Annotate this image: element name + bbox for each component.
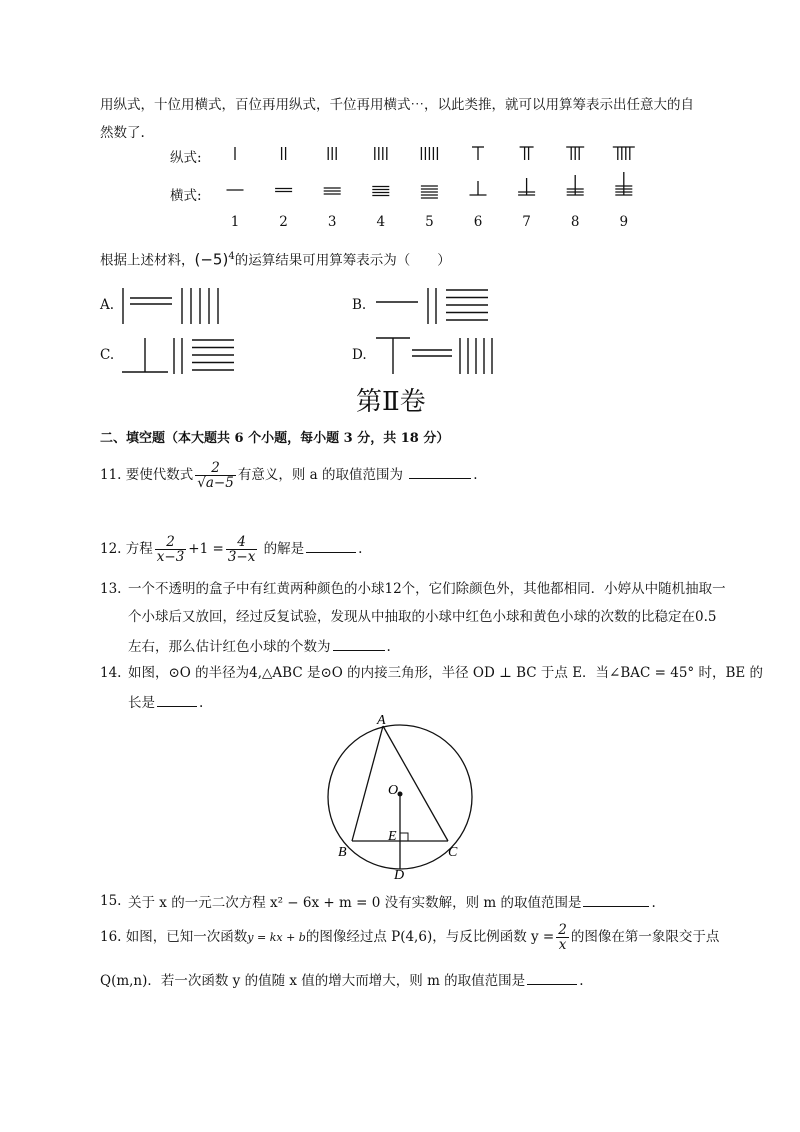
section2-heading: 二、填空题（本大题共 6 个小题，每小题 3 分，共 18 分）: [100, 431, 450, 446]
intro-line-2: 然数了.: [100, 125, 145, 141]
q10-expr-exp: 4: [228, 251, 235, 262]
option-b-label[interactable]: B.: [352, 297, 367, 313]
counting-rods-table: [0, 0, 800, 240]
q12-f1-num: 2: [166, 534, 175, 550]
q12-number: 12.: [100, 541, 122, 557]
digit-label: 1: [230, 214, 240, 230]
q10-expr-base: (−5): [194, 250, 229, 269]
q16-line-1: [100, 922, 719, 953]
option-d-rods[interactable]: [374, 334, 504, 378]
q12-end: .: [358, 541, 363, 557]
q14-line-1: 如图，⊙O 的半径为4,△ABC 是⊙O 的内接三角形，半径 OD ⊥ BC 于点 E．当∠BAC = 45° 时，BE 的: [128, 665, 764, 681]
q10-prompt-pre: 根据上述材料，: [100, 252, 195, 269]
q11-pre: 要使代数式: [125, 467, 194, 483]
option-a-label[interactable]: A.: [100, 297, 115, 313]
digit-label: 4: [376, 214, 386, 230]
q13-line-2: 个小球后又放回，经过反复试验，发现从中抽取的小球中红色小球和黄色小球的次数的比稳定在0.5: [128, 609, 717, 625]
digit-label: 7: [522, 214, 531, 230]
q10-prompt-post: 的运算结果可用算筹表示为（ ）: [234, 252, 451, 269]
circle-figure: [320, 712, 500, 882]
q16-answer-blank[interactable]: [527, 970, 577, 985]
q11-end: .: [473, 467, 478, 483]
label-e: E: [388, 829, 397, 844]
q13-line-1: 一个不透明的盒子中有红黄两种颜色的小球12个，它们除颜色外，其他都相同．小婷从中随机抽取一: [128, 581, 726, 597]
q11-answer-blank[interactable]: [409, 464, 471, 479]
horizontal-label: 横式:: [170, 188, 202, 204]
q11: [100, 460, 478, 490]
q14-line-2-text: 长是: [128, 695, 155, 711]
q16-post: 的图像在第一象限交于点: [570, 929, 720, 945]
q13-end: .: [386, 639, 391, 655]
q14-number: 14.: [100, 665, 122, 681]
q16-line-2: [100, 970, 583, 990]
q15-text: [128, 892, 656, 912]
option-c-label[interactable]: C.: [100, 347, 115, 363]
q13-line-3: [128, 636, 391, 656]
q15-end: .: [651, 895, 656, 911]
q12-pre: 方程: [125, 541, 153, 557]
q16-frac-num: 2: [558, 922, 567, 938]
q11-frac-den: √a−5: [197, 475, 234, 491]
q15-answer-blank[interactable]: [583, 892, 649, 907]
q14-answer-blank[interactable]: [157, 692, 197, 707]
label-o: O: [388, 783, 399, 798]
option-a-rods[interactable]: [120, 284, 240, 328]
q12-fraction-1: [155, 535, 187, 564]
q12-post: 的解是: [263, 541, 305, 557]
label-a: A: [377, 713, 386, 728]
right-angle-mark: [400, 833, 408, 841]
center-point: [398, 792, 403, 797]
q12-answer-blank[interactable]: [306, 538, 356, 553]
q16-mid: 的图像经过点 P(4,6)，与反比例函数 y =: [305, 929, 555, 945]
q14-end: .: [199, 695, 204, 711]
q12-f1-den: x−3: [156, 549, 185, 565]
q12-f2-num: 4: [237, 534, 246, 550]
q16-frac-den: x: [556, 937, 569, 952]
q13-number: 13.: [100, 581, 122, 597]
q11-post: 有意义，则 a 的取值范围为: [237, 467, 403, 483]
q16-eq1: y = kx + b: [247, 931, 306, 944]
vertical-label: 纵式:: [170, 150, 202, 166]
q15-text-body: 关于 x 的一元二次方程 x² − 6x + m = 0 没有实数解，则 m 的取值范围是: [128, 895, 582, 911]
q14-line-2: [128, 692, 203, 712]
q12: [100, 534, 362, 564]
segment-ab: [352, 726, 383, 841]
option-c-rods[interactable]: [120, 334, 240, 378]
digit-label: 2: [279, 214, 288, 230]
section-title: 第Ⅱ卷: [356, 387, 426, 417]
q16-end: .: [579, 973, 584, 989]
q11-frac-num: 2: [211, 460, 220, 476]
digit-label: 6: [473, 214, 483, 230]
option-d-label[interactable]: D.: [352, 347, 367, 363]
option-b-rods[interactable]: [374, 284, 504, 328]
digit-label: 8: [570, 214, 580, 230]
q11-fraction: [195, 461, 236, 490]
label-b: B: [338, 845, 347, 860]
q16-pre: 如图，已知一次函数: [125, 929, 248, 945]
q10-prompt: [100, 248, 451, 270]
q12-f2-den: 3−x: [227, 549, 256, 565]
q16-fraction: [556, 923, 569, 952]
q11-number: 11.: [100, 467, 122, 483]
digit-label: 5: [425, 214, 434, 230]
label-c: C: [448, 845, 458, 860]
label-d: D: [394, 868, 405, 883]
digit-label: 3: [327, 214, 337, 230]
q13-line-3-text: 左右，那么估计红色小球的个数为: [128, 639, 331, 655]
q15-number: 15.: [100, 893, 122, 909]
digit-label: 9: [619, 214, 629, 230]
q13-answer-blank[interactable]: [333, 636, 385, 651]
intro-line-1: 用纵式，十位用横式，百位再用纵式，千位再用横式⋯，以此类推，就可以用算筹表示出任意大的自: [100, 97, 694, 113]
q16-line-2-text: Q(m,n)．若一次函数 y 的值随 x 值的增大而增大，则 m 的取值范围是: [100, 973, 526, 989]
q12-fraction-2: [226, 535, 258, 564]
q12-mid: +1 =: [188, 541, 224, 557]
q16-number: 16.: [100, 929, 122, 945]
